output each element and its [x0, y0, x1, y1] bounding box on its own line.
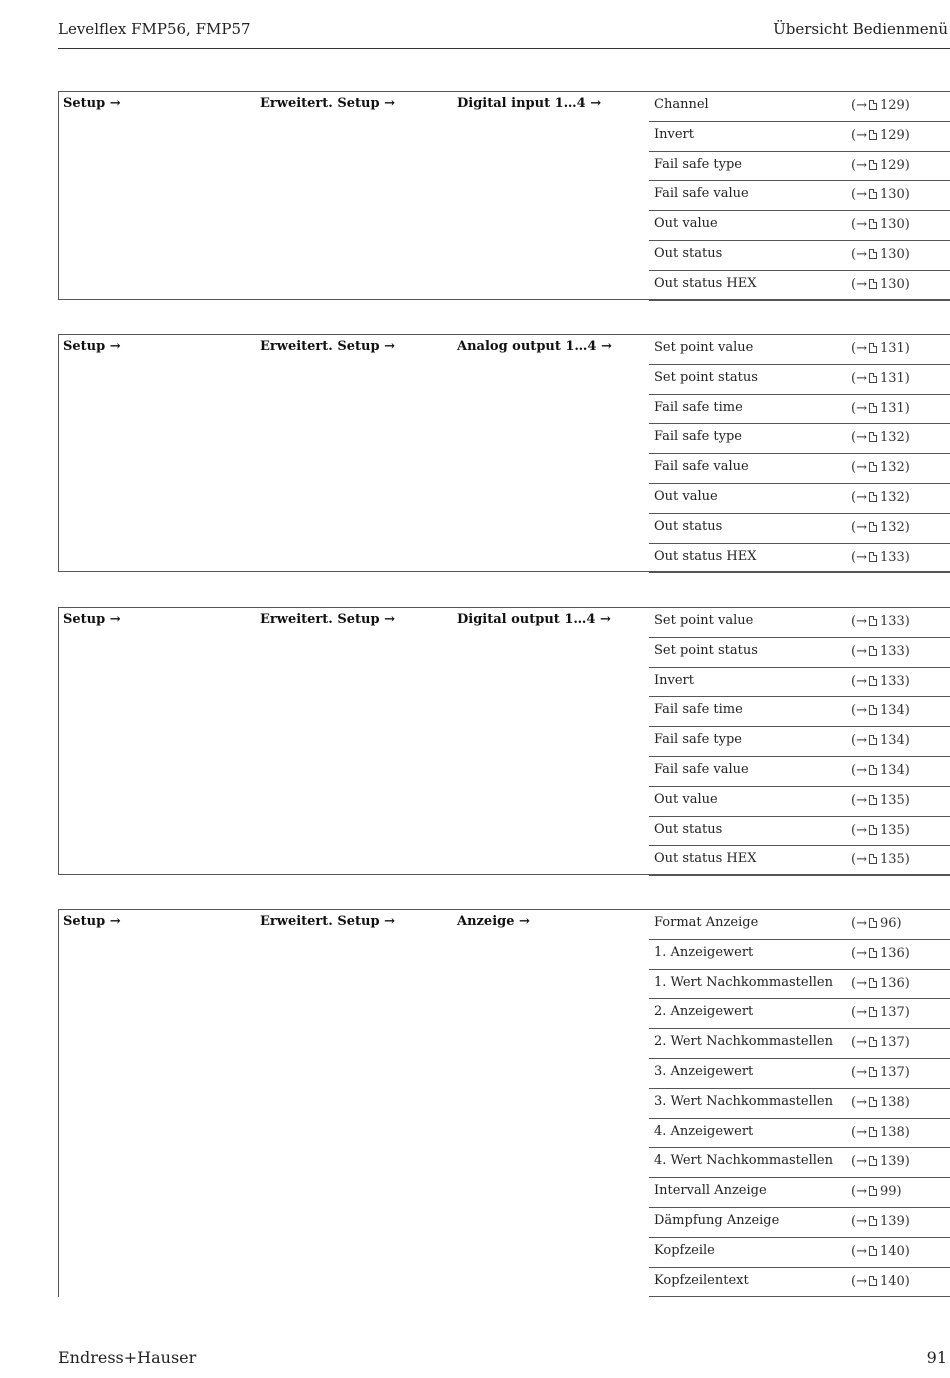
- parameter-row: [649, 1119, 950, 1149]
- reference-arrow: (→: [851, 341, 867, 356]
- page-reference: [851, 371, 910, 386]
- parameter-name: Fail safe type: [654, 429, 742, 445]
- page-icon: [869, 646, 877, 656]
- parameter-name: Fail safe type: [654, 156, 742, 172]
- parameter-row: [649, 608, 950, 638]
- reference-page: 132): [879, 460, 910, 476]
- reference-page: 138): [879, 1094, 910, 1110]
- reference-page: 130): [879, 276, 910, 292]
- reference-page: 131): [879, 370, 910, 386]
- reference-page: 131): [879, 341, 910, 356]
- parameter-name: 4. Wert Nachkommastellen: [654, 1153, 833, 1169]
- reference-page: 134): [879, 703, 910, 719]
- parameter-name: 3. Wert Nachkommastellen: [654, 1093, 833, 1109]
- page-reference: [851, 644, 910, 659]
- parameter-name: Out status HEX: [654, 548, 757, 564]
- page-reference: [851, 703, 910, 718]
- page-icon: [869, 219, 877, 229]
- page-reference: [851, 1065, 910, 1080]
- menu-section: [58, 909, 950, 1297]
- reference-page: 129): [879, 127, 910, 143]
- reference-arrow: (→: [851, 1064, 867, 1080]
- reference-page: 139): [879, 1154, 910, 1170]
- company-name: Endress+Hauser: [58, 1348, 197, 1367]
- reference-page: 137): [879, 1064, 910, 1080]
- breadcrumb-level-2: Erweitert. Setup →: [260, 914, 395, 929]
- page-reference: [851, 1005, 910, 1020]
- reference-arrow: (→: [851, 276, 867, 292]
- parameter-row: [649, 365, 950, 395]
- parameter-name: Invert: [654, 126, 694, 142]
- reference-page: 140): [879, 1273, 910, 1289]
- parameter-row: [649, 544, 950, 574]
- page-icon: [869, 616, 877, 626]
- page-icon: [869, 343, 877, 353]
- page-reference: [851, 460, 910, 475]
- parameter-row: [649, 181, 950, 211]
- page-reference: [851, 187, 910, 202]
- page-icon: [869, 1246, 877, 1256]
- reference-arrow: (→: [851, 1243, 867, 1259]
- page-reference: [851, 674, 910, 689]
- reference-page: 138): [879, 1124, 910, 1140]
- reference-arrow: (→: [851, 460, 867, 476]
- parameter-name: 1. Anzeigewert: [654, 944, 754, 960]
- page-reference: [851, 916, 902, 931]
- reference-arrow: (→: [851, 1124, 867, 1140]
- page-icon: [869, 249, 877, 259]
- page-reference: [851, 217, 910, 232]
- page-icon: [869, 189, 877, 199]
- parameter-name: Out status: [654, 821, 723, 837]
- page-icon: [869, 1127, 877, 1137]
- page-icon: [869, 403, 877, 413]
- page-icon: [869, 522, 877, 532]
- parameter-name: Channel: [654, 97, 709, 112]
- parameter-name: 2. Wert Nachkommastellen: [654, 1034, 833, 1050]
- parameter-name: Out status HEX: [654, 275, 757, 291]
- reference-arrow: (→: [851, 1184, 867, 1200]
- page-icon: [869, 492, 877, 502]
- parameter-row: [649, 1029, 950, 1059]
- parameter-row: [649, 1208, 950, 1238]
- reference-page: 137): [879, 1035, 910, 1051]
- parameter-row: [649, 940, 950, 970]
- reference-arrow: (→: [851, 916, 867, 931]
- reference-arrow: (→: [851, 643, 867, 659]
- parameter-name: Out value: [654, 791, 718, 807]
- page-icon: [869, 1097, 877, 1107]
- parameter-row: [649, 484, 950, 514]
- parameter-name: Format Anzeige: [654, 915, 759, 930]
- page-icon: [869, 1037, 877, 1047]
- reference-page: 130): [879, 187, 910, 203]
- reference-arrow: (→: [851, 187, 867, 203]
- breadcrumb-level-1: Setup →: [63, 914, 121, 929]
- page-icon: [869, 130, 877, 140]
- parameter-row: [649, 335, 950, 365]
- parameter-row: [649, 514, 950, 544]
- page-icon: [869, 825, 877, 835]
- parameter-row: [649, 241, 950, 271]
- parameter-row: [649, 727, 950, 757]
- reference-arrow: (→: [851, 1005, 867, 1021]
- reference-arrow: (→: [851, 430, 867, 446]
- breadcrumb-level-1: Setup →: [63, 612, 121, 627]
- page-icon: [869, 1276, 877, 1286]
- parameter-name: 2. Anzeigewert: [654, 1004, 754, 1020]
- reference-page: 133): [879, 643, 910, 659]
- parameter-name: Fail safe value: [654, 186, 749, 202]
- parameter-name: Set point status: [654, 642, 758, 658]
- page-reference: [851, 277, 910, 292]
- reference-page: 133): [879, 614, 910, 629]
- reference-page: 132): [879, 489, 910, 505]
- reference-page: 99): [879, 1184, 902, 1200]
- parameter-name: Kopfzeile: [654, 1242, 715, 1258]
- breadcrumb-level-3: Anzeige →: [457, 914, 530, 929]
- parameter-row: [649, 1238, 950, 1268]
- page-icon: [869, 1186, 877, 1196]
- parameter-row: [649, 1059, 950, 1089]
- parameter-name: Out status: [654, 518, 723, 534]
- parameter-row: [649, 910, 950, 940]
- reference-arrow: (→: [851, 217, 867, 233]
- reference-arrow: (→: [851, 1094, 867, 1110]
- page-reference: [851, 823, 910, 838]
- page-icon: [869, 1067, 877, 1077]
- page-reference: [851, 1125, 910, 1140]
- menu-section: [58, 607, 950, 875]
- page-reference: [851, 401, 910, 416]
- reference-arrow: (→: [851, 673, 867, 689]
- parameter-name: Fail safe time: [654, 399, 743, 415]
- parameter-row: [649, 787, 950, 817]
- reference-page: 129): [879, 157, 910, 173]
- parameter-row: [649, 1268, 950, 1298]
- reference-page: 129): [879, 98, 910, 113]
- parameter-name: Set point value: [654, 340, 754, 355]
- reference-arrow: (→: [851, 1213, 867, 1229]
- reference-arrow: (→: [851, 1154, 867, 1170]
- parameter-name: Set point status: [654, 369, 758, 385]
- parameter-list: [649, 608, 950, 876]
- parameter-name: Fail safe type: [654, 732, 742, 748]
- page-reference: [851, 1214, 910, 1229]
- page-icon: [869, 795, 877, 805]
- reference-page: 132): [879, 430, 910, 446]
- page-icon: [869, 854, 877, 864]
- parameter-name: Out value: [654, 216, 718, 232]
- reference-page: 136): [879, 975, 910, 991]
- page-reference: [851, 733, 910, 748]
- menu-section: [58, 91, 950, 300]
- reference-arrow: (→: [851, 549, 867, 565]
- parameter-list: [649, 910, 950, 1297]
- breadcrumb-level-2: Erweitert. Setup →: [260, 339, 395, 354]
- parameter-row: [649, 271, 950, 301]
- reference-arrow: (→: [851, 489, 867, 505]
- header-rule: [58, 48, 950, 49]
- parameter-row: [649, 970, 950, 1000]
- parameter-row: [649, 846, 950, 876]
- page-reference: [851, 490, 910, 505]
- page-reference: [851, 550, 910, 565]
- reference-arrow: (→: [851, 1035, 867, 1051]
- page-icon: [869, 735, 877, 745]
- reference-arrow: (→: [851, 614, 867, 629]
- page-icon: [869, 160, 877, 170]
- reference-page: 135): [879, 792, 910, 808]
- page-reference: [851, 341, 910, 356]
- page-icon: [869, 676, 877, 686]
- breadcrumb-level-2: Erweitert. Setup →: [260, 96, 395, 111]
- reference-arrow: (→: [851, 1273, 867, 1289]
- page-icon: [869, 432, 877, 442]
- page-icon: [869, 100, 877, 110]
- parameter-row: [649, 1148, 950, 1178]
- reference-page: 130): [879, 217, 910, 233]
- reference-arrow: (→: [851, 400, 867, 416]
- parameter-list: [649, 92, 950, 301]
- parameter-row: [649, 999, 950, 1029]
- page-icon: [869, 978, 877, 988]
- parameter-row: [649, 757, 950, 787]
- breadcrumb-level-1: Setup →: [63, 96, 121, 111]
- parameter-row: [649, 152, 950, 182]
- reference-arrow: (→: [851, 98, 867, 113]
- parameter-name: Fail safe value: [654, 761, 749, 777]
- reference-page: 131): [879, 400, 910, 416]
- breadcrumb-level-3: Digital input 1…4 →: [457, 96, 602, 111]
- reference-page: 135): [879, 822, 910, 838]
- breadcrumb-level-2: Erweitert. Setup →: [260, 612, 395, 627]
- reference-page: 130): [879, 246, 910, 262]
- page-icon: [869, 1156, 877, 1166]
- parameter-name: Out status: [654, 245, 723, 261]
- parameter-row: [649, 424, 950, 454]
- parameter-row: [649, 817, 950, 847]
- page-number: 91: [926, 1348, 947, 1367]
- parameter-row: [649, 668, 950, 698]
- page-icon: [869, 279, 877, 289]
- reference-arrow: (→: [851, 945, 867, 961]
- reference-arrow: (→: [851, 792, 867, 808]
- parameter-row: [649, 211, 950, 241]
- parameter-name: Out value: [654, 488, 718, 504]
- page-icon: [869, 1216, 877, 1226]
- parameter-row: [649, 395, 950, 425]
- page-reference: [851, 158, 910, 173]
- reference-page: 140): [879, 1243, 910, 1259]
- breadcrumb-level-3: Digital output 1…4 →: [457, 612, 611, 627]
- page-icon: [869, 918, 877, 928]
- reference-page: 96): [879, 916, 902, 931]
- reference-page: 136): [879, 945, 910, 961]
- parameter-row: [649, 1178, 950, 1208]
- breadcrumb-level-1: Setup →: [63, 339, 121, 354]
- reference-arrow: (→: [851, 370, 867, 386]
- page-reference: [851, 1154, 910, 1169]
- reference-arrow: (→: [851, 852, 867, 868]
- page-reference: [851, 430, 910, 445]
- reference-page: 133): [879, 673, 910, 689]
- page-reference: [851, 976, 910, 991]
- page-reference: [851, 793, 910, 808]
- reference-page: 137): [879, 1005, 910, 1021]
- parameter-name: Fail safe value: [654, 459, 749, 475]
- page-reference: [851, 852, 910, 867]
- parameter-name: Fail safe time: [654, 702, 743, 718]
- reference-page: 134): [879, 762, 910, 778]
- page-reference: [851, 763, 910, 778]
- reference-arrow: (→: [851, 733, 867, 749]
- parameter-row: [649, 122, 950, 152]
- parameter-name: 4. Anzeigewert: [654, 1123, 754, 1139]
- parameter-name: Set point value: [654, 613, 754, 628]
- parameter-row: [649, 92, 950, 122]
- page-reference: [851, 946, 910, 961]
- reference-arrow: (→: [851, 519, 867, 535]
- page-icon: [869, 462, 877, 472]
- reference-page: 133): [879, 549, 910, 565]
- parameter-name: 1. Wert Nachkommastellen: [654, 974, 833, 990]
- parameter-name: Kopfzeilentext: [654, 1272, 749, 1288]
- page-reference: [851, 1244, 910, 1259]
- page-icon: [869, 552, 877, 562]
- parameter-name: Invert: [654, 672, 694, 688]
- page-icon: [869, 373, 877, 383]
- reference-page: 139): [879, 1213, 910, 1229]
- reference-page: 135): [879, 852, 910, 868]
- page-reference: [851, 128, 910, 143]
- reference-arrow: (→: [851, 157, 867, 173]
- reference-arrow: (→: [851, 127, 867, 143]
- reference-page: 132): [879, 519, 910, 535]
- chapter-title: Übersicht Bedienmenü: [773, 20, 948, 38]
- page-reference: [851, 614, 910, 629]
- parameter-name: Out status HEX: [654, 851, 757, 867]
- reference-page: 134): [879, 733, 910, 749]
- parameter-row: [649, 638, 950, 668]
- page-reference: [851, 98, 910, 113]
- document-title: Levelflex FMP56, FMP57: [58, 20, 251, 38]
- parameter-name: Dämpfung Anzeige: [654, 1212, 780, 1228]
- page-reference: [851, 1095, 910, 1110]
- page-reference: [851, 1184, 902, 1199]
- parameter-list: [649, 335, 950, 573]
- parameter-name: Intervall Anzeige: [654, 1183, 767, 1199]
- reference-arrow: (→: [851, 762, 867, 778]
- parameter-row: [649, 454, 950, 484]
- page-reference: [851, 520, 910, 535]
- breadcrumb-level-3: Analog output 1…4 →: [457, 339, 612, 354]
- page-icon: [869, 948, 877, 958]
- page-icon: [869, 1007, 877, 1017]
- page-icon: [869, 765, 877, 775]
- page-reference: [851, 247, 910, 262]
- parameter-name: 3. Anzeigewert: [654, 1063, 754, 1079]
- page-icon: [869, 705, 877, 715]
- parameter-row: [649, 1089, 950, 1119]
- reference-arrow: (→: [851, 822, 867, 838]
- reference-arrow: (→: [851, 975, 867, 991]
- reference-arrow: (→: [851, 703, 867, 719]
- parameter-row: [649, 697, 950, 727]
- page-reference: [851, 1035, 910, 1050]
- page-reference: [851, 1274, 910, 1289]
- reference-arrow: (→: [851, 246, 867, 262]
- menu-section: [58, 334, 950, 572]
